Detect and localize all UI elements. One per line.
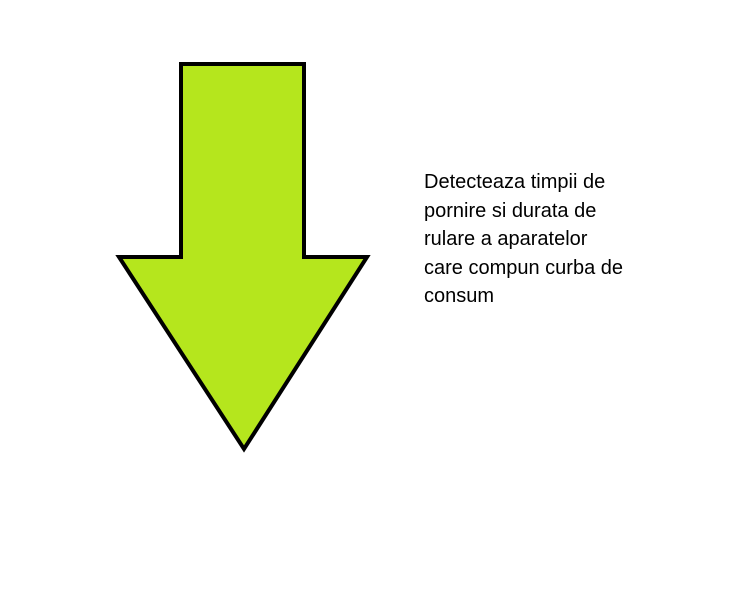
description-line: consum (424, 285, 495, 307)
arrow-shape (119, 64, 367, 449)
description-line: pornire si durata de (424, 199, 597, 222)
description-text (424, 168, 704, 311)
description-line: Detecteaza timpii de (424, 171, 606, 193)
description-line: rulare a aparatelor (424, 228, 588, 250)
description-line: care compun curba de (424, 256, 624, 279)
